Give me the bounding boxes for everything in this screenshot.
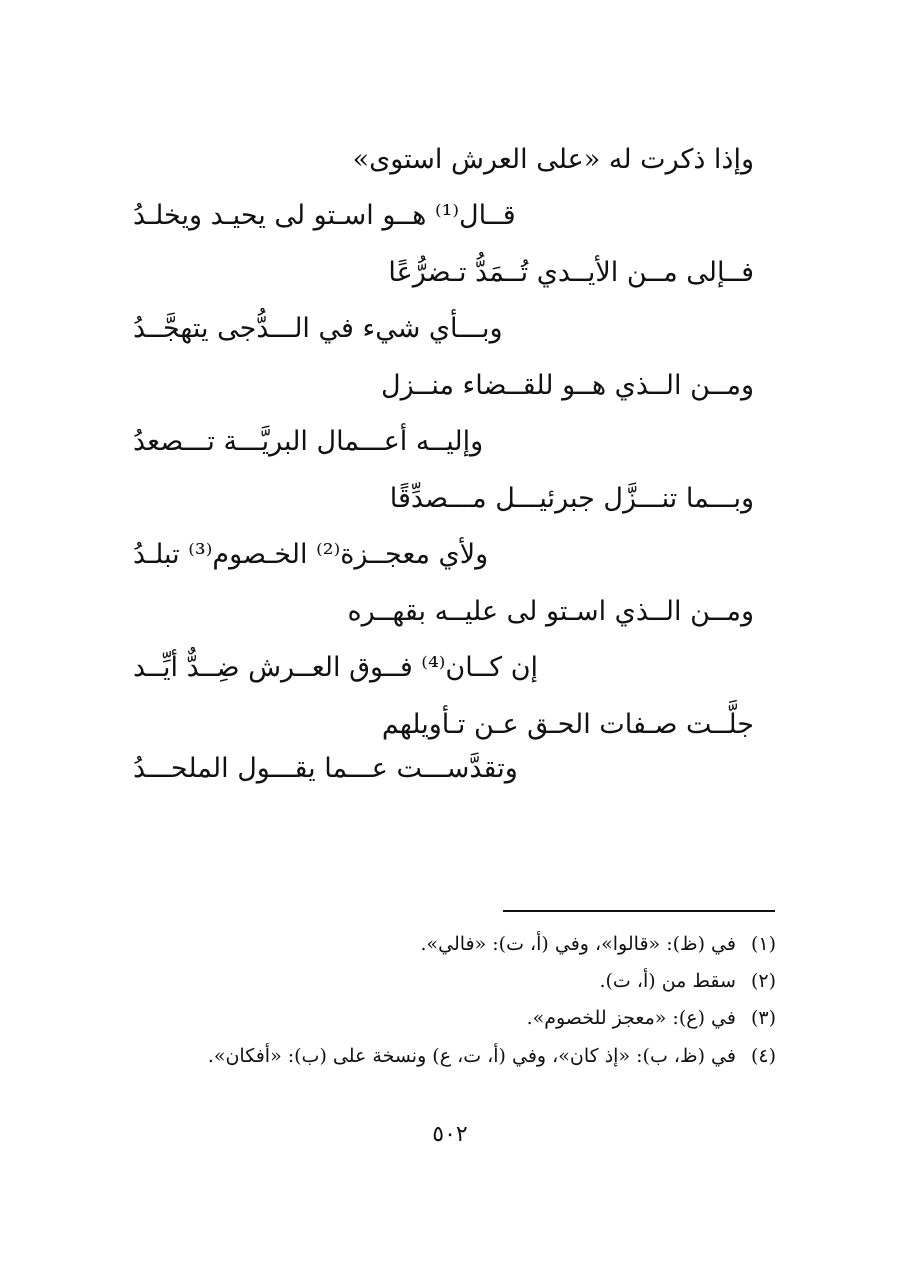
verse-line-5: ومــن الــذي هــو للقــضاء منــزل bbox=[381, 370, 754, 401]
verse-line-8: ولأي معجــزة⁽²⁾ الخـصوم⁽³⁾ تبلـدُ bbox=[133, 539, 489, 570]
verse-line-2: قــال⁽¹⁾ هــو اسـتو لى يحيـد ويخلـدُ bbox=[133, 200, 516, 231]
verse-line-11: جلَّــت صـفات الحـق عـن تـأويلهم bbox=[381, 709, 754, 740]
footnote-number: (٣) bbox=[750, 1007, 776, 1029]
verse-line-1: وإذا ذكرت له «على العرش استوى» bbox=[352, 144, 754, 175]
page-number: ٥٠٢ bbox=[432, 1122, 468, 1147]
verse-line-9: ومــن الــذي اسـتو لى عليــه بقهــره bbox=[347, 596, 754, 627]
verse-line-6: وإليــه أعـــمال البريَّـــة تـــصعدُ bbox=[133, 426, 484, 457]
footnote-number: (٢) bbox=[750, 970, 776, 992]
footnote-text: في (ع): «معجز للخصوم». bbox=[526, 1007, 736, 1029]
footnote-number: (١) bbox=[750, 933, 776, 955]
footnote-text: في (ظ): «قالوا»، وفي (أ، ت): «فالي». bbox=[420, 933, 736, 955]
footnote-1 bbox=[420, 930, 776, 958]
footnote-2 bbox=[599, 967, 776, 995]
verse-line-12: وتقدَّســـت عـــما يقـــول الملحـــدُ bbox=[133, 753, 518, 784]
footnote-text: في (ظ، ب): «إذ كان»، وفي (أ، ت، ع) ونسخة على (ب): «أفكان». bbox=[207, 1045, 736, 1067]
verse-line-4: وبـــأي شيء في الـــدُّجى يتهجَّــدُ bbox=[133, 313, 503, 344]
verse-line-3: فــإلى مــن الأيــدي تُــمَدُّ تـضرُّعًا bbox=[388, 257, 754, 288]
footnote-text: سقط من (أ، ت). bbox=[599, 970, 736, 992]
verse-line-10: إن كــان⁽⁴⁾ فــوق العــرش ضِــدٌّ أيِّــد bbox=[133, 652, 539, 683]
footnote-divider bbox=[503, 910, 775, 912]
footnote-number: (٤) bbox=[750, 1045, 776, 1067]
footnote-4 bbox=[208, 1042, 776, 1070]
footnote-3 bbox=[527, 1004, 776, 1032]
verse-line-7: وبـــما تنـــزَّل جبرئيـــل مـــصدِّقًا bbox=[389, 483, 754, 514]
